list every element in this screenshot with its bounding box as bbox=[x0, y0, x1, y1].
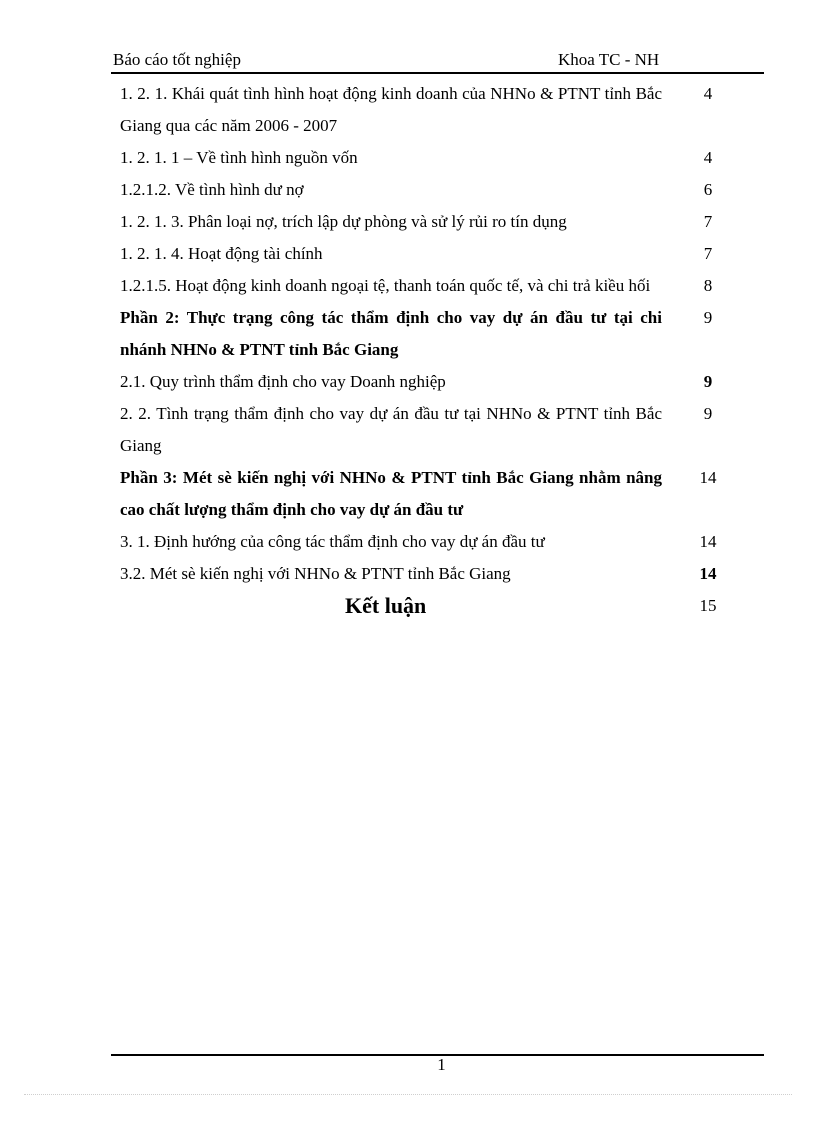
toc-entry bbox=[120, 238, 740, 270]
toc-conclusion bbox=[120, 590, 740, 622]
toc-entry-page: 6 bbox=[703, 180, 713, 199]
toc-entry bbox=[120, 398, 740, 462]
toc-entry bbox=[120, 78, 740, 142]
toc-entry-page: 14 bbox=[699, 532, 717, 551]
page-header bbox=[111, 48, 764, 74]
toc-entry-page: 8 bbox=[703, 276, 713, 295]
toc-entry-title: Phần 2: Thực trạng công tác thẩm định cho vay dự án đầu tư tại chi nhánh NHNo & PTNT tỉnh Bắc Giang bbox=[120, 308, 662, 359]
toc-entry-page: 14 bbox=[699, 564, 717, 583]
toc-entry bbox=[120, 366, 740, 398]
toc-entry-page: 7 bbox=[703, 244, 713, 263]
toc-section-heading bbox=[120, 462, 740, 526]
toc-entry-title: 1. 2. 1. 1 – Về tình hình nguồn vốn bbox=[120, 148, 358, 167]
toc-entry-title: 3.2. Mét sè kiến nghị với NHNo & PTNT tỉnh Bắc Giang bbox=[120, 564, 511, 583]
toc-entry-title: 1. 2. 1. Khái quát tình hình hoạt động kinh doanh của NHNo & PTNT tỉnh Bắc Giang qua các năm 2006 - 2007 bbox=[120, 84, 662, 135]
toc-entry-title: 1.2.1.2. Về tình hình dư nợ bbox=[120, 180, 304, 199]
toc-entry-page: 9 bbox=[703, 404, 713, 423]
toc-entry-title: 2.1. Quy trình thẩm định cho vay Doanh nghiệp bbox=[120, 372, 446, 391]
toc-entry-page: 4 bbox=[703, 84, 713, 103]
toc-entry bbox=[120, 206, 740, 238]
toc-entry-title: 1. 2. 1. 4. Hoạt động tài chính bbox=[120, 244, 323, 263]
header-faculty: Khoa TC - NH bbox=[558, 50, 660, 69]
toc-entry-title: 1. 2. 1. 3. Phân loại nợ, trích lập dự phòng và sử lý rủi ro tín dụng bbox=[120, 212, 567, 231]
toc-entry-title: Kết luận bbox=[345, 593, 427, 618]
table-of-contents bbox=[120, 78, 740, 622]
header-report-title: Báo cáo tốt nghiệp bbox=[113, 50, 241, 69]
toc-section-heading bbox=[120, 302, 740, 366]
toc-entry bbox=[120, 142, 740, 174]
page-number: 1 bbox=[437, 1055, 446, 1074]
toc-entry-page: 7 bbox=[703, 212, 713, 231]
toc-entry bbox=[120, 174, 740, 206]
toc-entry-title: 2. 2. Tình trạng thẩm định cho vay dự án đầu tư tại NHNo & PTNT tỉnh Bắc Giang bbox=[120, 404, 662, 455]
toc-entry bbox=[120, 526, 740, 558]
toc-entry-title: 3. 1. Định hướng của công tác thẩm định cho vay dự án đầu tư bbox=[120, 532, 545, 551]
toc-entry bbox=[120, 558, 740, 590]
toc-entry-page: 9 bbox=[703, 308, 713, 327]
toc-entry-page: 14 bbox=[699, 468, 717, 487]
toc-entry-page: 9 bbox=[703, 372, 713, 391]
toc-entry-title: 1.2.1.5. Hoạt động kinh doanh ngoại tệ, thanh toán quốc tế, và chi trả kiều hối bbox=[120, 276, 651, 295]
toc-entry-page: 15 bbox=[699, 596, 717, 615]
toc-entry-title: Phần 3: Mét sè kiến nghị với NHNo & PTNT tỉnh Bắc Giang nhằm nâng cao chất lượng thẩm định cho vay dự án đầu tư bbox=[120, 468, 662, 519]
toc-entry-page: 4 bbox=[703, 148, 713, 167]
page-bottom-divider bbox=[24, 1094, 792, 1095]
toc-entry bbox=[120, 270, 740, 302]
